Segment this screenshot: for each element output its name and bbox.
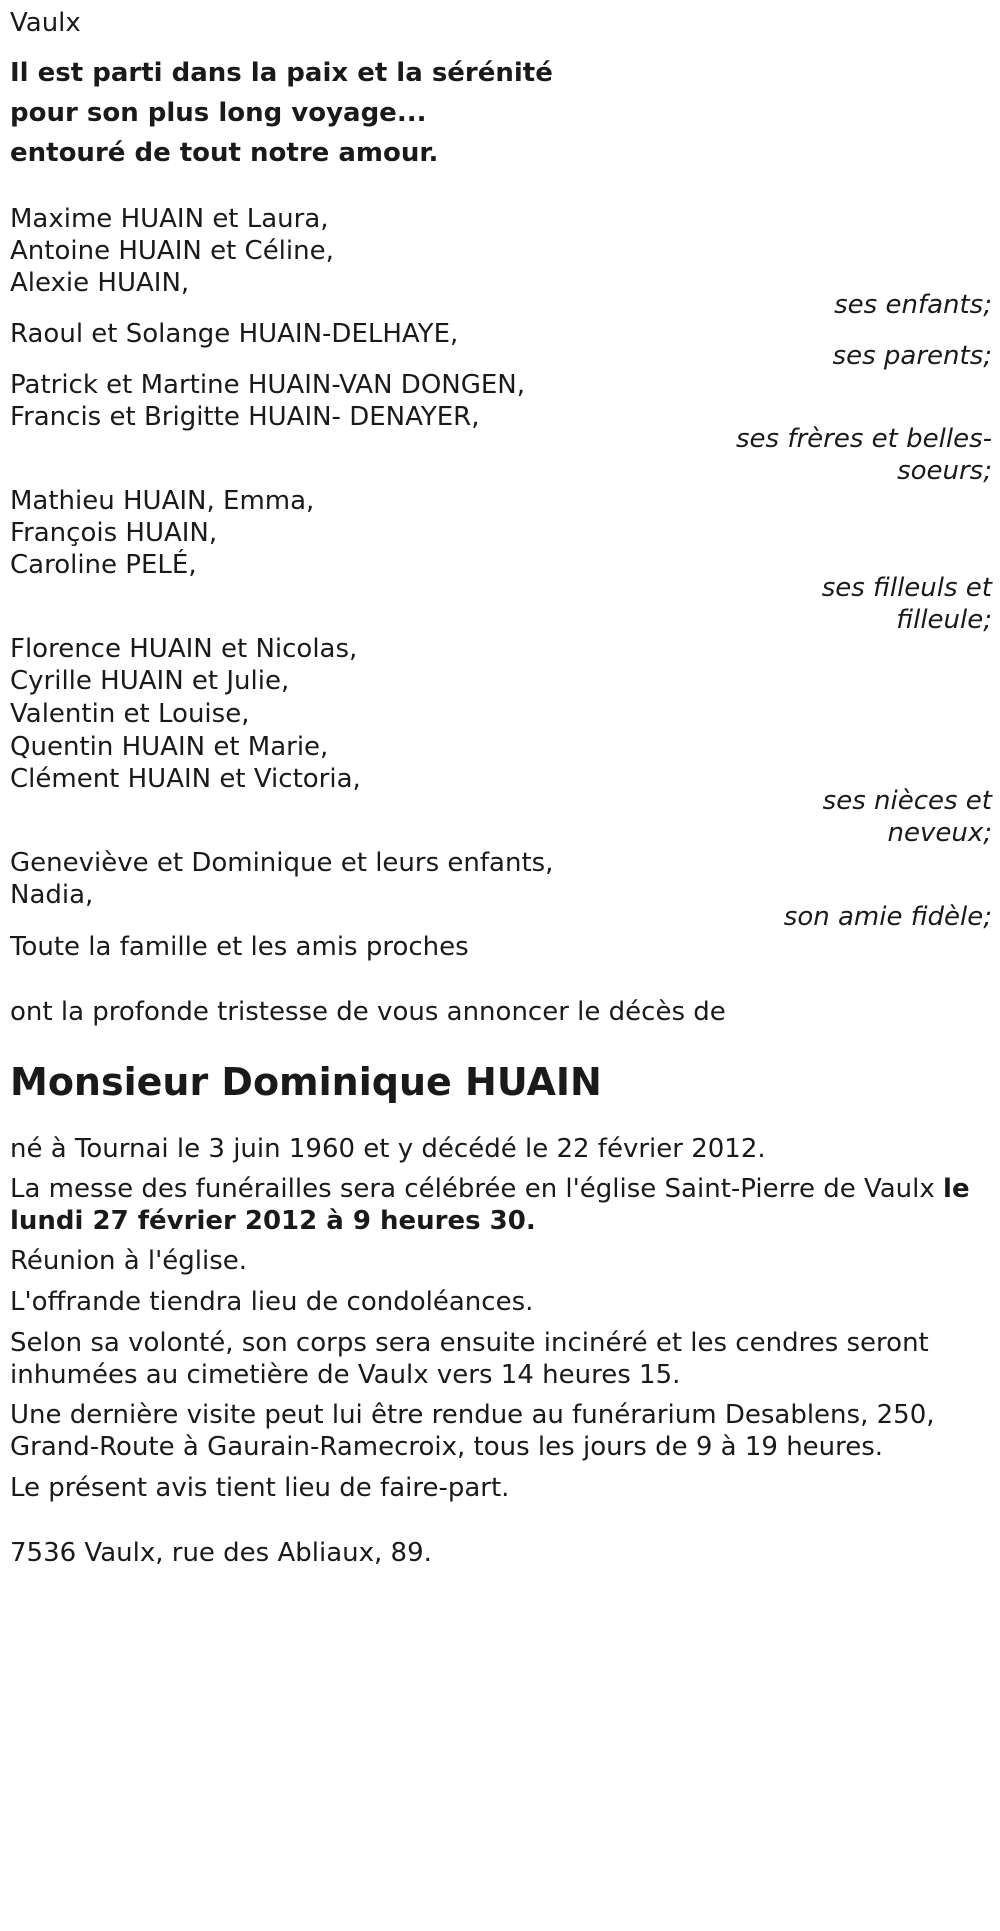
cremation-line-2: inhumées au cimetière de Vaulx vers 14 heures 15. [10,1360,681,1390]
family-parents-1: Raoul et Solange HUAIN-DELHAYE, [10,319,459,349]
poem-line-3: entouré de tout notre amour. [10,138,439,168]
family-friends-2: Nadia, [10,880,94,910]
family-godchildren-3: Caroline PELÉ, [10,550,197,580]
mass-date: lundi 27 février 2012 à 9 heures 30. [10,1206,536,1236]
family-friends-1: Geneviève et Dominique et leurs enfants, [10,848,554,878]
role-nephews-1: ses nièces et [822,786,992,816]
family-children-2: Antoine HUAIN et Céline, [10,236,334,266]
family-children-1: Maxime HUAIN et Laura, [10,204,329,234]
location-header: Vaulx [10,8,81,38]
role-siblings-1: ses frères et belles- [735,424,992,454]
family-nephews-3: Valentin et Louise, [10,699,250,729]
announcement-text: ont la profonde tristesse de vous annoncer le décès de [10,997,726,1027]
cremation-line-1: Selon sa volonté, son corps sera ensuite incinéré et les cendres seront [10,1328,929,1358]
mass-line-1 [10,1174,970,1205]
meeting-line: Réunion à l'église. [10,1246,248,1276]
role-godchildren-2: filleule; [896,605,992,635]
role-friends: son amie fidèle; [783,902,992,932]
family-godchildren-2: François HUAIN, [10,518,218,548]
role-godchildren-1: ses filleuls et [821,573,992,603]
mass-text: La messe des funérailles sera célébrée en l'église Saint-Pierre de Vaulx [10,1174,935,1204]
role-siblings-2: soeurs; [897,456,992,486]
address-line: 7536 Vaulx, rue des Abliaux, 89. [10,1538,432,1568]
notice-line: Le présent avis tient lieu de faire-part. [10,1473,510,1503]
visit-line-2: Grand-Route à Gaurain-Ramecroix, tous les jours de 9 à 19 heures. [10,1432,884,1462]
role-children: ses enfants; [834,290,992,320]
family-nephews-2: Cyrille HUAIN et Julie, [10,666,290,696]
poem-line-1: Il est parti dans la paix et la sérénité [10,58,553,88]
role-parents: ses parents; [832,341,992,371]
deceased-name: Monsieur Dominique HUAIN [10,1060,602,1104]
family-all: Toute la famille et les amis proches [10,932,469,962]
family-godchildren-1: Mathieu HUAIN, Emma, [10,486,315,516]
offering-line: L'offrande tiendra lieu de condoléances. [10,1287,534,1317]
family-nephews-1: Florence HUAIN et Nicolas, [10,634,358,664]
family-nephews-4: Quentin HUAIN et Marie, [10,732,329,762]
visit-line-1: Une dernière visite peut lui être rendue au funérarium Desablens, 250, [10,1400,935,1430]
mass-date-start: le [943,1174,970,1204]
role-nephews-2: neveux; [887,818,992,848]
family-children-3: Alexie HUAIN, [10,268,190,298]
poem-line-2: pour son plus long voyage... [10,98,427,128]
family-siblings-1: Patrick et Martine HUAIN-VAN DONGEN, [10,370,526,400]
family-nephews-5: Clément HUAIN et Victoria, [10,764,361,794]
birth-death-line: né à Tournai le 3 juin 1960 et y décédé le 22 février 2012. [10,1134,766,1164]
family-siblings-2: Francis et Brigitte HUAIN- DENAYER, [10,402,480,432]
